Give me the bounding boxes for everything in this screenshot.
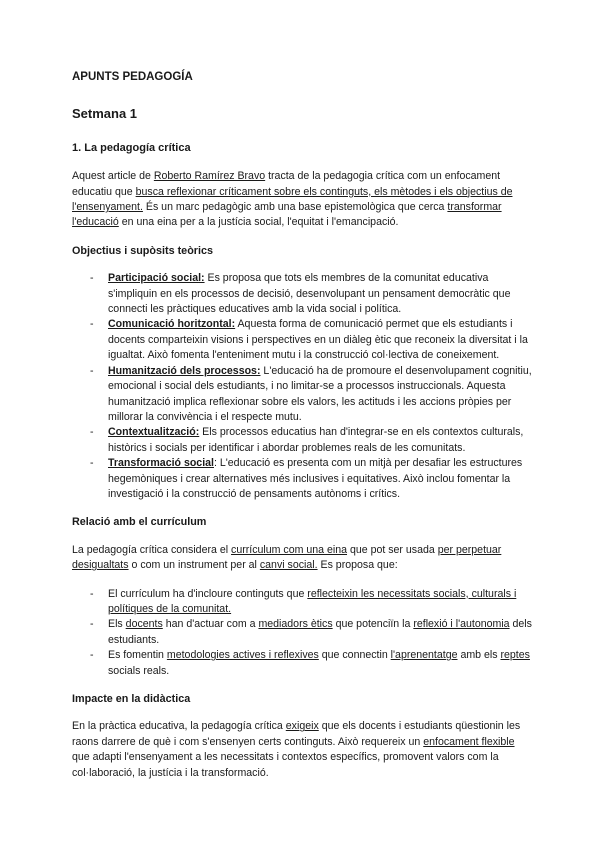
curriculum-paragraph: La pedagogía crítica considera el currículum com una eina que pot ser usada per perpetuar desigualtats o com un instrument per al canvi social. Es proposa que: (72, 543, 502, 572)
list-item: - Transformació social: L'educació es presenta com un mitjà per desafiar les estructures hegemòniques i crear alternatives més inclusives i equitatives. Això inclou fomentar la investigació i la construcció de pensaments autònoms i crítics. (90, 457, 523, 500)
list-item: - Contextualització: Els processos educatius han d'integrar-se en els contextos culturals, històrics i socials per identificar i abordar problemes reals de les comunitats. (90, 426, 524, 454)
objectives-heading: Objectius i supòsits teòrics (72, 244, 213, 257)
week-heading: Setmana 1 (72, 106, 138, 122)
document-page (72, 70, 534, 794)
list-item: - Els docents han d'actuar com a mediadors ètics que potenciïn la reflexió i l'autonomia dels estudiants. (90, 618, 532, 646)
didactics-paragraph: En la pràctica educativa, la pedagogía crítica exigeix que els docents i estudiants qüestionin les raons darrere de què i com s'ensenyen certs continguts. Això requereix un enfocament flexible que adapti l'ensenyament a les necessitats i contextos específics, promovent valors com la col·laboració, la justícia i la transformació. (72, 720, 521, 779)
list-item: - Comunicació horitzontal: Aquesta forma de comunicació permet que els estudiants i docents comparteixin visions i perspectives en un diàleg ètic que reconeix la diversitat i la igualtat. Això fomenta l'enteniment mutu i la construcció col·lectiva de coneixement. (90, 318, 528, 362)
document-title: APUNTS PEDAGOGÍA (72, 71, 193, 83)
list-item: - El currículum ha d'incloure continguts que reflecteixin les necessitats socials, culturals i polítiques de la comunitat. (90, 587, 517, 615)
curriculum-heading: Relació amb el currículum (72, 516, 207, 529)
list-item: - Humanització dels processos: L'educació ha de promoure el desenvolupament cognitiu, emocional i social dels estudiants, i no limitar-se a processos instruccionals. Aquesta humanització implica reflexionar sobre els valors, les actituds i les accions pròpies per millorar la convivència i el respecte mutu. (90, 364, 532, 423)
curriculum-list (72, 587, 534, 679)
author-link: Roberto Ramírez Bravo (153, 170, 266, 183)
didactics-heading: Impacte en la didàctica (72, 693, 191, 705)
section-heading: 1. La pedagogía crítica (72, 141, 191, 154)
list-item: - Participació social: Es proposa que tots els membres de la comunitat educativa s'impliquin en els processos de decisió, desenvolupant un pensament democràtic que connecti les pràctiques educatives amb la vida social i política. (90, 272, 511, 316)
intro-paragraph: Aquest article de Roberto Ramírez Bravo tracta de la pedagogia crítica com un enfocament educatiu que busca reflexionar críticament sobre els continguts, els mètodes i els objectius de l'ensenyament. És un marc pedagògic amb una base epistemològica que cerca transformar l'educació en una eina per a la justícia social, l'equitat i l'emancipació. (72, 170, 513, 229)
objectives-list (72, 271, 534, 502)
list-item: - Es fomentin metodologies actives i reflexives que connectin l'aprenentatge amb els reptes socials reals. (90, 649, 530, 677)
